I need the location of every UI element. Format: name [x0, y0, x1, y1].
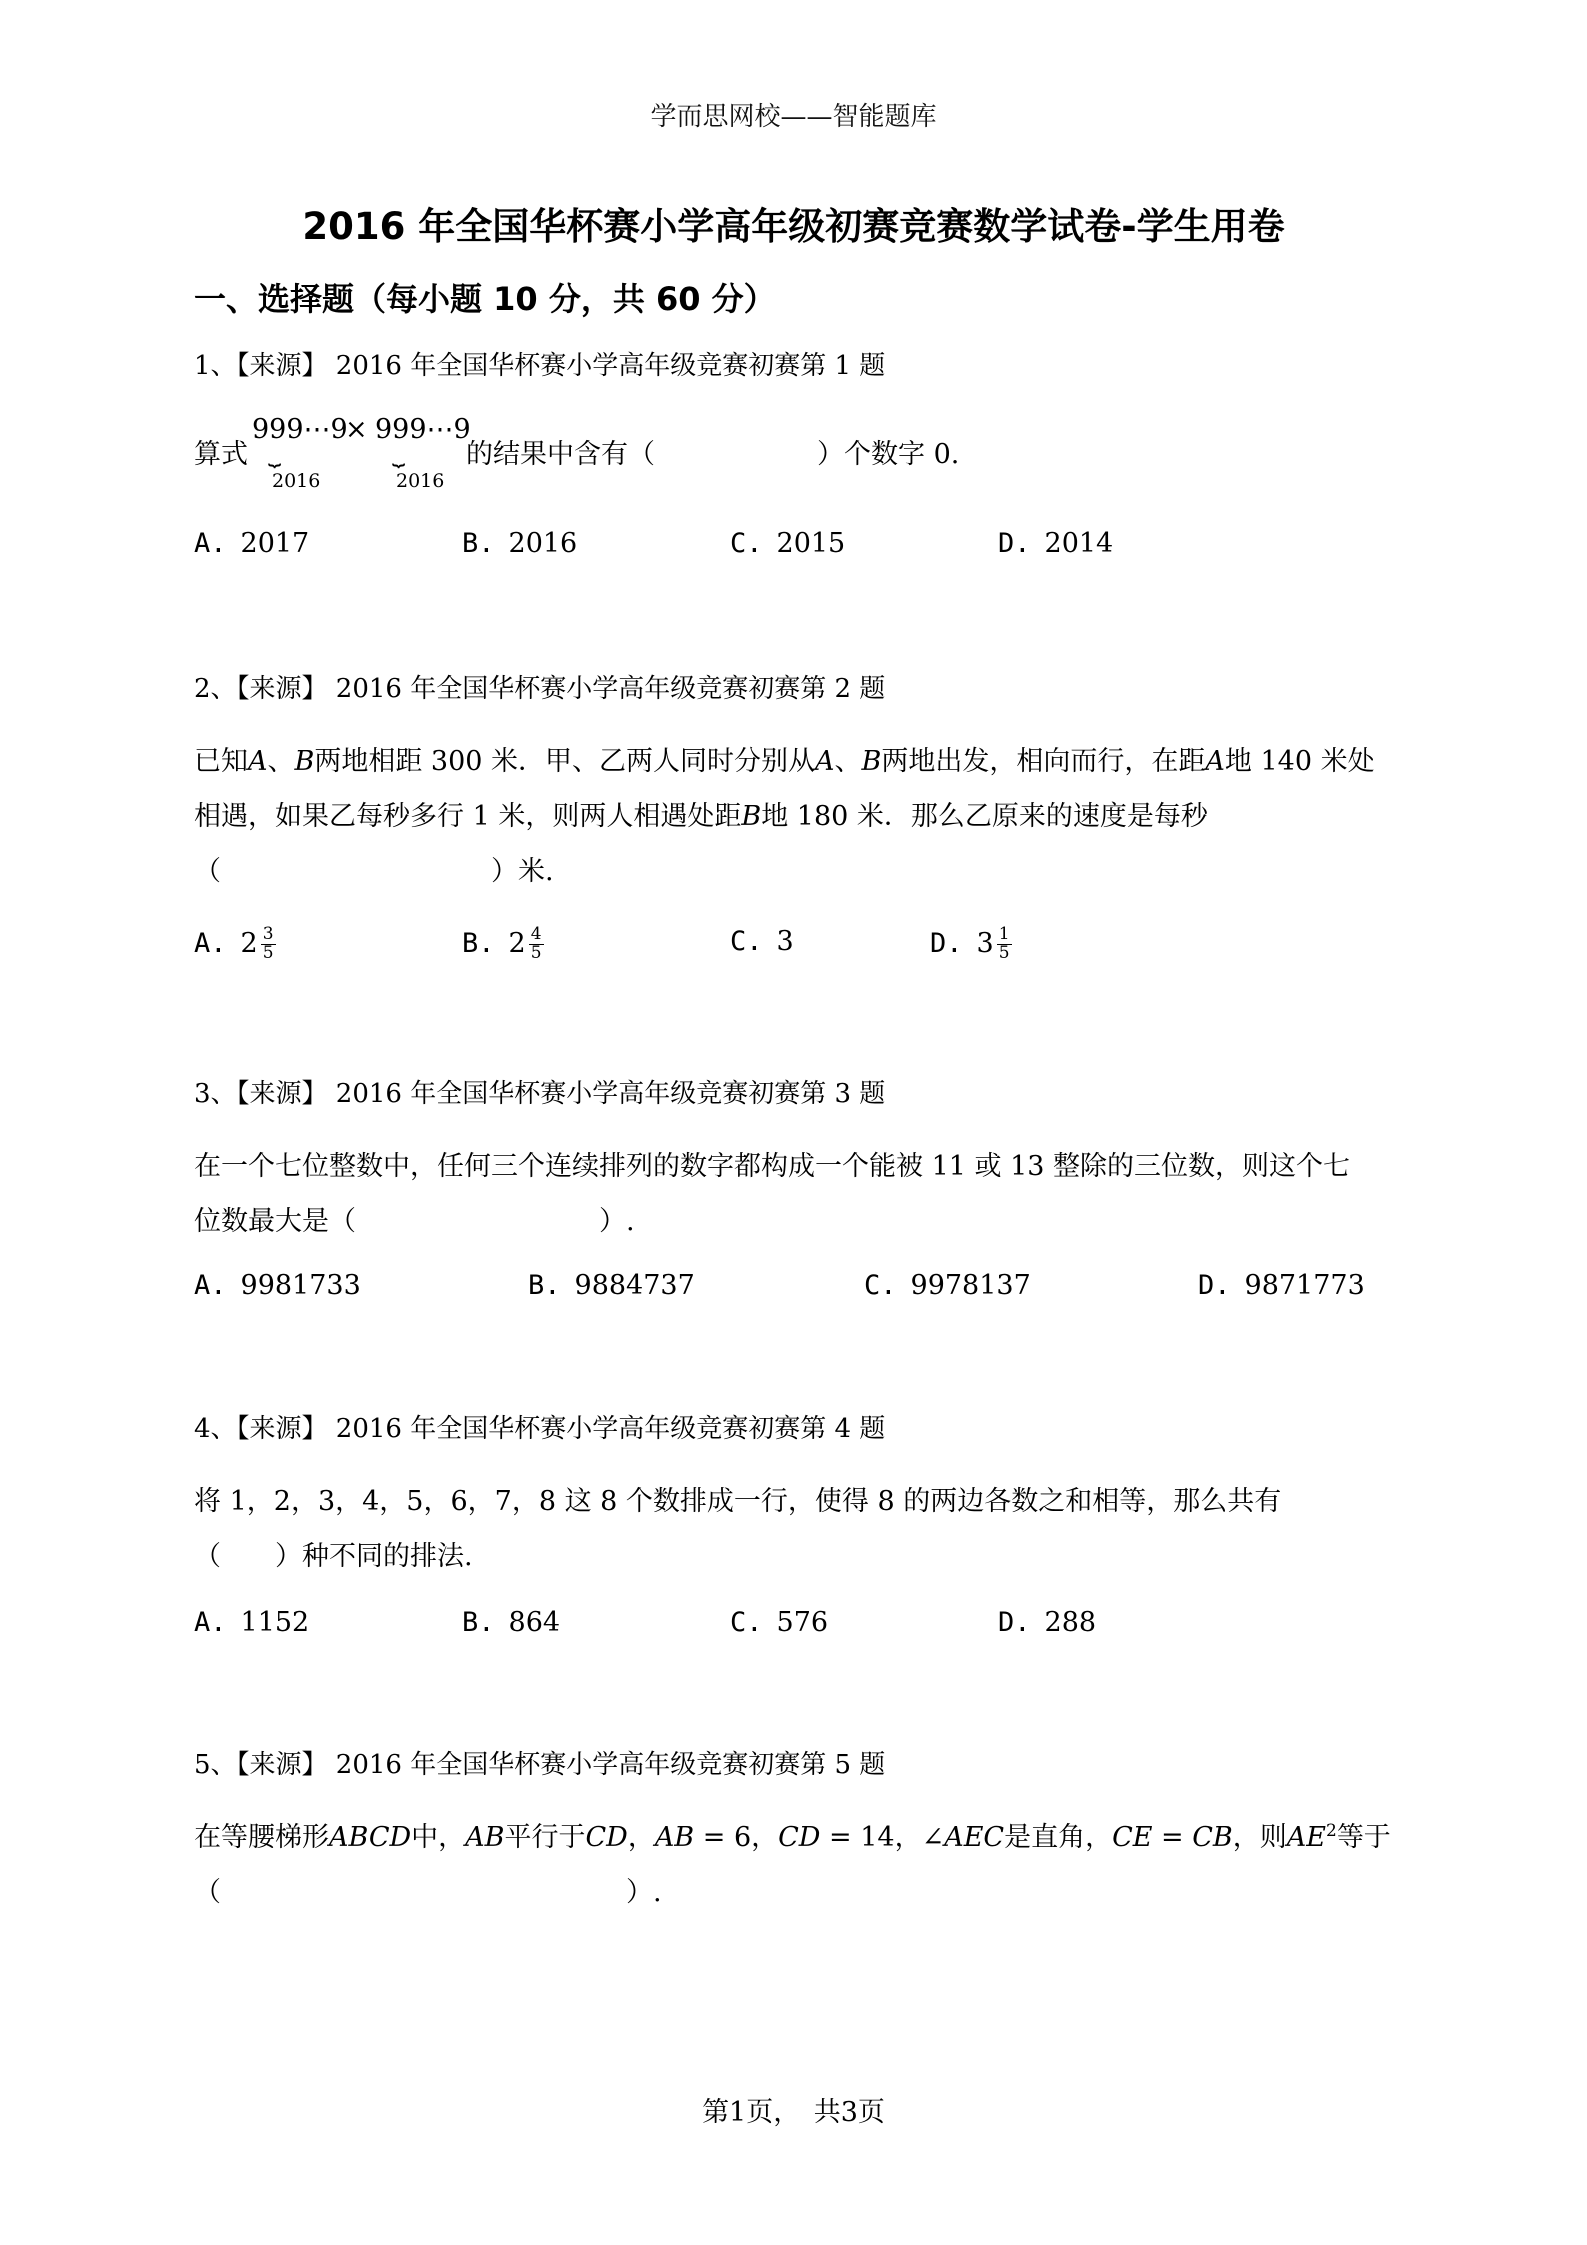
q4-option-a-value: 1152 — [240, 1607, 310, 1638]
q5-stem-line-1 — [194, 1815, 1391, 1854]
q5-v-ab: AB — [465, 1822, 505, 1853]
q1-source: 1、【来源】 2016 年全国华杯赛小学高年级竞赛初赛第 1 题 — [194, 351, 886, 381]
q1-option-d-letter: D. — [998, 528, 1031, 559]
q5-t15: = — [1152, 1822, 1193, 1853]
q2-l1-g: 、 — [834, 746, 862, 777]
page-footer: 第1页， 共3页 — [702, 2097, 885, 2128]
q1-stem-prefix: 算式 — [194, 439, 248, 470]
q1-term-1 — [252, 414, 348, 445]
q2-option-c-whole: 3 — [776, 926, 794, 957]
q3-option-a-value: 9981733 — [240, 1270, 361, 1301]
q1-term-2 — [375, 414, 471, 445]
q2-stem-line-3: （ ）米. — [194, 856, 554, 887]
q5-t9: = 6， — [694, 1822, 779, 1853]
q3-option-b[interactable] — [528, 1270, 695, 1301]
q1-option-c[interactable] — [730, 528, 845, 559]
q2-l2-a: 相遇，如果乙每秒多行 1 米，则两人相遇处距 — [194, 801, 742, 832]
q2-option-a[interactable] — [194, 926, 276, 963]
q1-option-a-value: 2017 — [240, 528, 310, 559]
q4-source: 4、【来源】 2016 年全国华杯赛小学高年级竞赛初赛第 4 题 — [194, 1414, 886, 1444]
q4-option-b-letter: B. — [462, 1607, 495, 1638]
q4-option-d-value: 288 — [1044, 1607, 1097, 1638]
q1-brace-1: ⏟ — [268, 442, 282, 467]
q2-option-d-denominator: 5 — [998, 942, 1010, 963]
q2-var-a: A — [248, 746, 268, 777]
q5-v-aec: AEC — [944, 1822, 1005, 1853]
q2-source: 2、【来源】 2016 年全国华杯赛小学高年级竞赛初赛第 2 题 — [194, 674, 886, 704]
q5-t17: ，则 — [1232, 1822, 1287, 1853]
q2-stem-line-1 — [194, 739, 1375, 778]
q1-option-d-value: 2014 — [1044, 528, 1114, 559]
q2-option-a-letter: A. — [194, 927, 227, 959]
q3-option-c[interactable] — [864, 1270, 1031, 1301]
q2-option-b[interactable] — [462, 926, 544, 963]
q1-underscript-2: 2016 — [396, 470, 445, 492]
q3-option-d[interactable] — [1198, 1270, 1365, 1301]
section-title: 一、选择题（每小题 10 分，共 60 分） — [194, 280, 776, 318]
q1-option-b-letter: B. — [462, 528, 495, 559]
q2-l1-c: 、 — [267, 746, 295, 777]
q5-t20: 等于 — [1336, 1822, 1391, 1853]
q2-option-d-letter: D. — [930, 927, 963, 959]
q5-t3: 中， — [411, 1822, 466, 1853]
q5-t7: ， — [627, 1822, 655, 1853]
q2-var-b: B — [294, 746, 315, 777]
q4-option-a[interactable] — [194, 1607, 309, 1638]
q1-times: × — [345, 414, 368, 445]
q1-option-d[interactable] — [998, 528, 1113, 559]
q5-v-cd-2: CD — [778, 1822, 821, 1853]
q2-stem-line-2 — [194, 794, 1208, 833]
q1-underscript-1: 2016 — [272, 470, 321, 492]
q4-option-c-value: 576 — [776, 1607, 829, 1638]
q1-option-a[interactable] — [194, 528, 309, 559]
q5-stem-line-2: （ ）. — [194, 1877, 662, 1908]
q1-option-c-value: 2015 — [776, 528, 846, 559]
q2-var-a-3: A — [1205, 746, 1225, 777]
q5-t1: 在等腰梯形 — [194, 1822, 329, 1853]
q2-option-b-denominator: 5 — [530, 942, 542, 963]
q5-v-cb: CB — [1192, 1822, 1233, 1853]
q2-option-b-whole: 2 — [508, 927, 526, 959]
q5-v-cd: CD — [585, 1822, 628, 1853]
q2-option-c-letter: C. — [730, 926, 763, 957]
q5-source: 5、【来源】 2016 年全国华杯赛小学高年级竞赛初赛第 5 题 — [194, 1750, 886, 1780]
q2-option-b-letter: B. — [462, 927, 495, 959]
page-header: 学而思网校——智能题库 — [650, 102, 937, 132]
q2-option-a-whole: 2 — [240, 927, 258, 959]
q2-option-b-fraction — [529, 926, 544, 963]
q1-term-1-text: 999⋯9 — [252, 414, 348, 445]
q3-option-d-letter: D. — [1198, 1270, 1231, 1301]
q2-option-a-numerator: 3 — [262, 924, 274, 944]
q4-option-d-letter: D. — [998, 1607, 1031, 1638]
q5-v-ce: CE — [1112, 1822, 1153, 1853]
q2-l1-e: 两地相距 300 米．甲、乙两人同时分别从 — [314, 746, 816, 777]
q3-option-b-value: 9884737 — [574, 1270, 695, 1301]
q2-var-b-3: B — [741, 801, 762, 832]
q2-option-d-whole: 3 — [976, 927, 994, 959]
q4-option-b-value: 864 — [508, 1607, 561, 1638]
q2-l1-k: 地 140 米处 — [1224, 746, 1375, 777]
q1-stem-suffix: 的结果中含有（ ）个数字 0. — [466, 439, 960, 470]
q2-option-d[interactable] — [930, 926, 1012, 963]
q4-option-a-letter: A. — [194, 1607, 227, 1638]
q4-option-b[interactable] — [462, 1607, 560, 1638]
q5-exponent: 2 — [1325, 1821, 1337, 1841]
q2-l1-a: 已知 — [194, 746, 248, 777]
q5-v-abcd: ABCD — [329, 1822, 412, 1853]
q1-option-c-letter: C. — [730, 528, 763, 559]
q5-t5: 平行于 — [504, 1822, 586, 1853]
document-title: 2016 年全国华杯赛小学高年级初赛竞赛数学试卷-学生用卷 — [302, 205, 1285, 248]
q5-v-ae: AE — [1286, 1822, 1326, 1853]
q4-stem-line-2: （ ）种不同的排法. — [194, 1541, 473, 1572]
q2-option-c[interactable] — [730, 926, 794, 957]
q5-v-ab-2: AB — [654, 1822, 695, 1853]
q3-option-d-value: 9871773 — [1244, 1270, 1365, 1301]
q1-option-b-value: 2016 — [508, 528, 578, 559]
q3-option-c-value: 9978137 — [910, 1270, 1031, 1301]
q2-option-a-denominator: 5 — [262, 942, 274, 963]
q2-var-a-2: A — [815, 746, 835, 777]
q2-l2-c: 地 180 米．那么乙原来的速度是每秒 — [761, 801, 1208, 832]
q5-t11: = 14，∠ — [820, 1822, 945, 1853]
q2-var-b-2: B — [861, 746, 882, 777]
q1-option-a-letter: A. — [194, 528, 227, 559]
q2-option-b-numerator: 4 — [530, 924, 542, 944]
q1-brace-2: ⏟ — [392, 442, 406, 467]
q3-option-b-letter: B. — [528, 1270, 561, 1301]
q3-stem-line-1: 在一个七位整数中，任何三个连续排列的数字都构成一个能被 11 或 13 整除的三位数，则这个七 — [194, 1151, 1351, 1182]
q3-option-a[interactable] — [194, 1270, 361, 1301]
q3-stem-line-2: 位数最大是（ ）. — [194, 1206, 635, 1237]
q2-option-d-fraction — [997, 926, 1012, 963]
q5-t13: 是直角， — [1004, 1822, 1113, 1853]
q4-stem-line-1: 将 1，2，3，4，5，6，7，8 这 8 个数排成一行，使得 8 的两边各数之和相等，那么共有 — [194, 1486, 1282, 1517]
q1-option-b[interactable] — [462, 528, 577, 559]
q2-option-a-fraction — [261, 926, 276, 963]
q4-option-c-letter: C. — [730, 1607, 763, 1638]
q1-stem — [194, 432, 248, 471]
q4-option-c[interactable] — [730, 1607, 828, 1638]
q3-option-a-letter: A. — [194, 1270, 227, 1301]
q2-option-d-numerator: 1 — [998, 924, 1010, 944]
q3-source: 3、【来源】 2016 年全国华杯赛小学高年级竞赛初赛第 3 题 — [194, 1079, 886, 1109]
q3-option-c-letter: C. — [864, 1270, 897, 1301]
q2-l1-i: 两地出发，相向而行，在距 — [881, 746, 1206, 777]
q4-option-d[interactable] — [998, 1607, 1096, 1638]
q1-term-2-text: 999⋯9 — [375, 414, 471, 445]
